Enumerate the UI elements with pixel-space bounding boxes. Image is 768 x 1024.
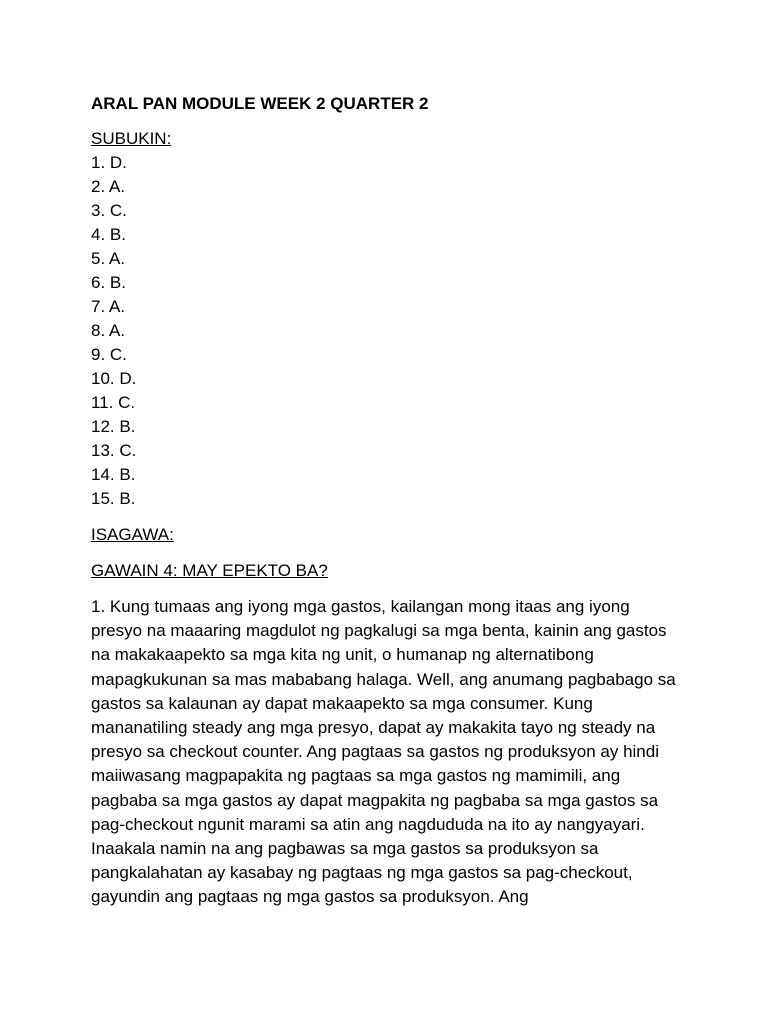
document-title: ARAL PAN MODULE WEEK 2 QUARTER 2	[91, 94, 429, 113]
answer-item: 5. A.	[91, 249, 126, 268]
answer-item: 11. C.	[91, 393, 136, 412]
subukin-heading: SUBUKIN:	[91, 129, 172, 148]
answer-list	[91, 151, 691, 511]
answer-item: 13. C.	[91, 441, 137, 460]
answer-item: 14. B.	[91, 465, 136, 484]
answer-item: 4. B.	[91, 225, 126, 244]
answer-item: 6. B.	[91, 273, 126, 292]
isagawa-heading: ISAGAWA:	[91, 525, 174, 544]
document-page	[91, 92, 691, 910]
answer-item: 12. B.	[91, 417, 136, 436]
answer-item: 10. D.	[91, 369, 137, 388]
answer-item: 15. B.	[91, 489, 136, 508]
gawain-heading: GAWAIN 4: MAY EPEKTO BA?	[91, 561, 328, 580]
answer-item: 7. A.	[91, 297, 126, 316]
answer-item: 1. D.	[91, 153, 127, 172]
answer-item: 3. C.	[91, 201, 127, 220]
answer-item: 9. C.	[91, 345, 127, 364]
answer-item: 8. A.	[91, 321, 126, 340]
answer-paragraph: 1. Kung tumaas ang iyong mga gastos, kailangan mong itaas ang iyong presyo na maaaring magdulot ng pagkalugi sa mga benta, kainin ang gastos na makakaapekto sa mga kita ng unit, o humanap ng alternatibong mapagkukunan sa mas mababang halaga. Well, ang anumang pagbabago sa gastos sa kalaunan ay dapat makaapekto sa mga consumer. Kung mananatiling steady ang mga presyo, dapat ay makakita tayo ng steady na presyo sa checkout counter. Ang pagtaas sa gastos ng produksyon ay hindi maiiwasang magpapakita ng pagtaas sa mga gastos ng mamimili, ang pagbaba sa mga gastos ay dapat magpakita ng pagbaba sa mga gastos sa pag-checkout ngunit marami sa atin ang nagdududa na ito ay nangyayari. Inaakala namin na ang pagbawas sa mga gastos sa produksyon sa pangkalahatan ay kasabay ng pagtaas ng mga gastos sa pag-checkout, gayundin ang pagtaas ng mga gastos sa produksyon. Ang	[91, 597, 676, 907]
answer-item: 2. A.	[91, 177, 126, 196]
